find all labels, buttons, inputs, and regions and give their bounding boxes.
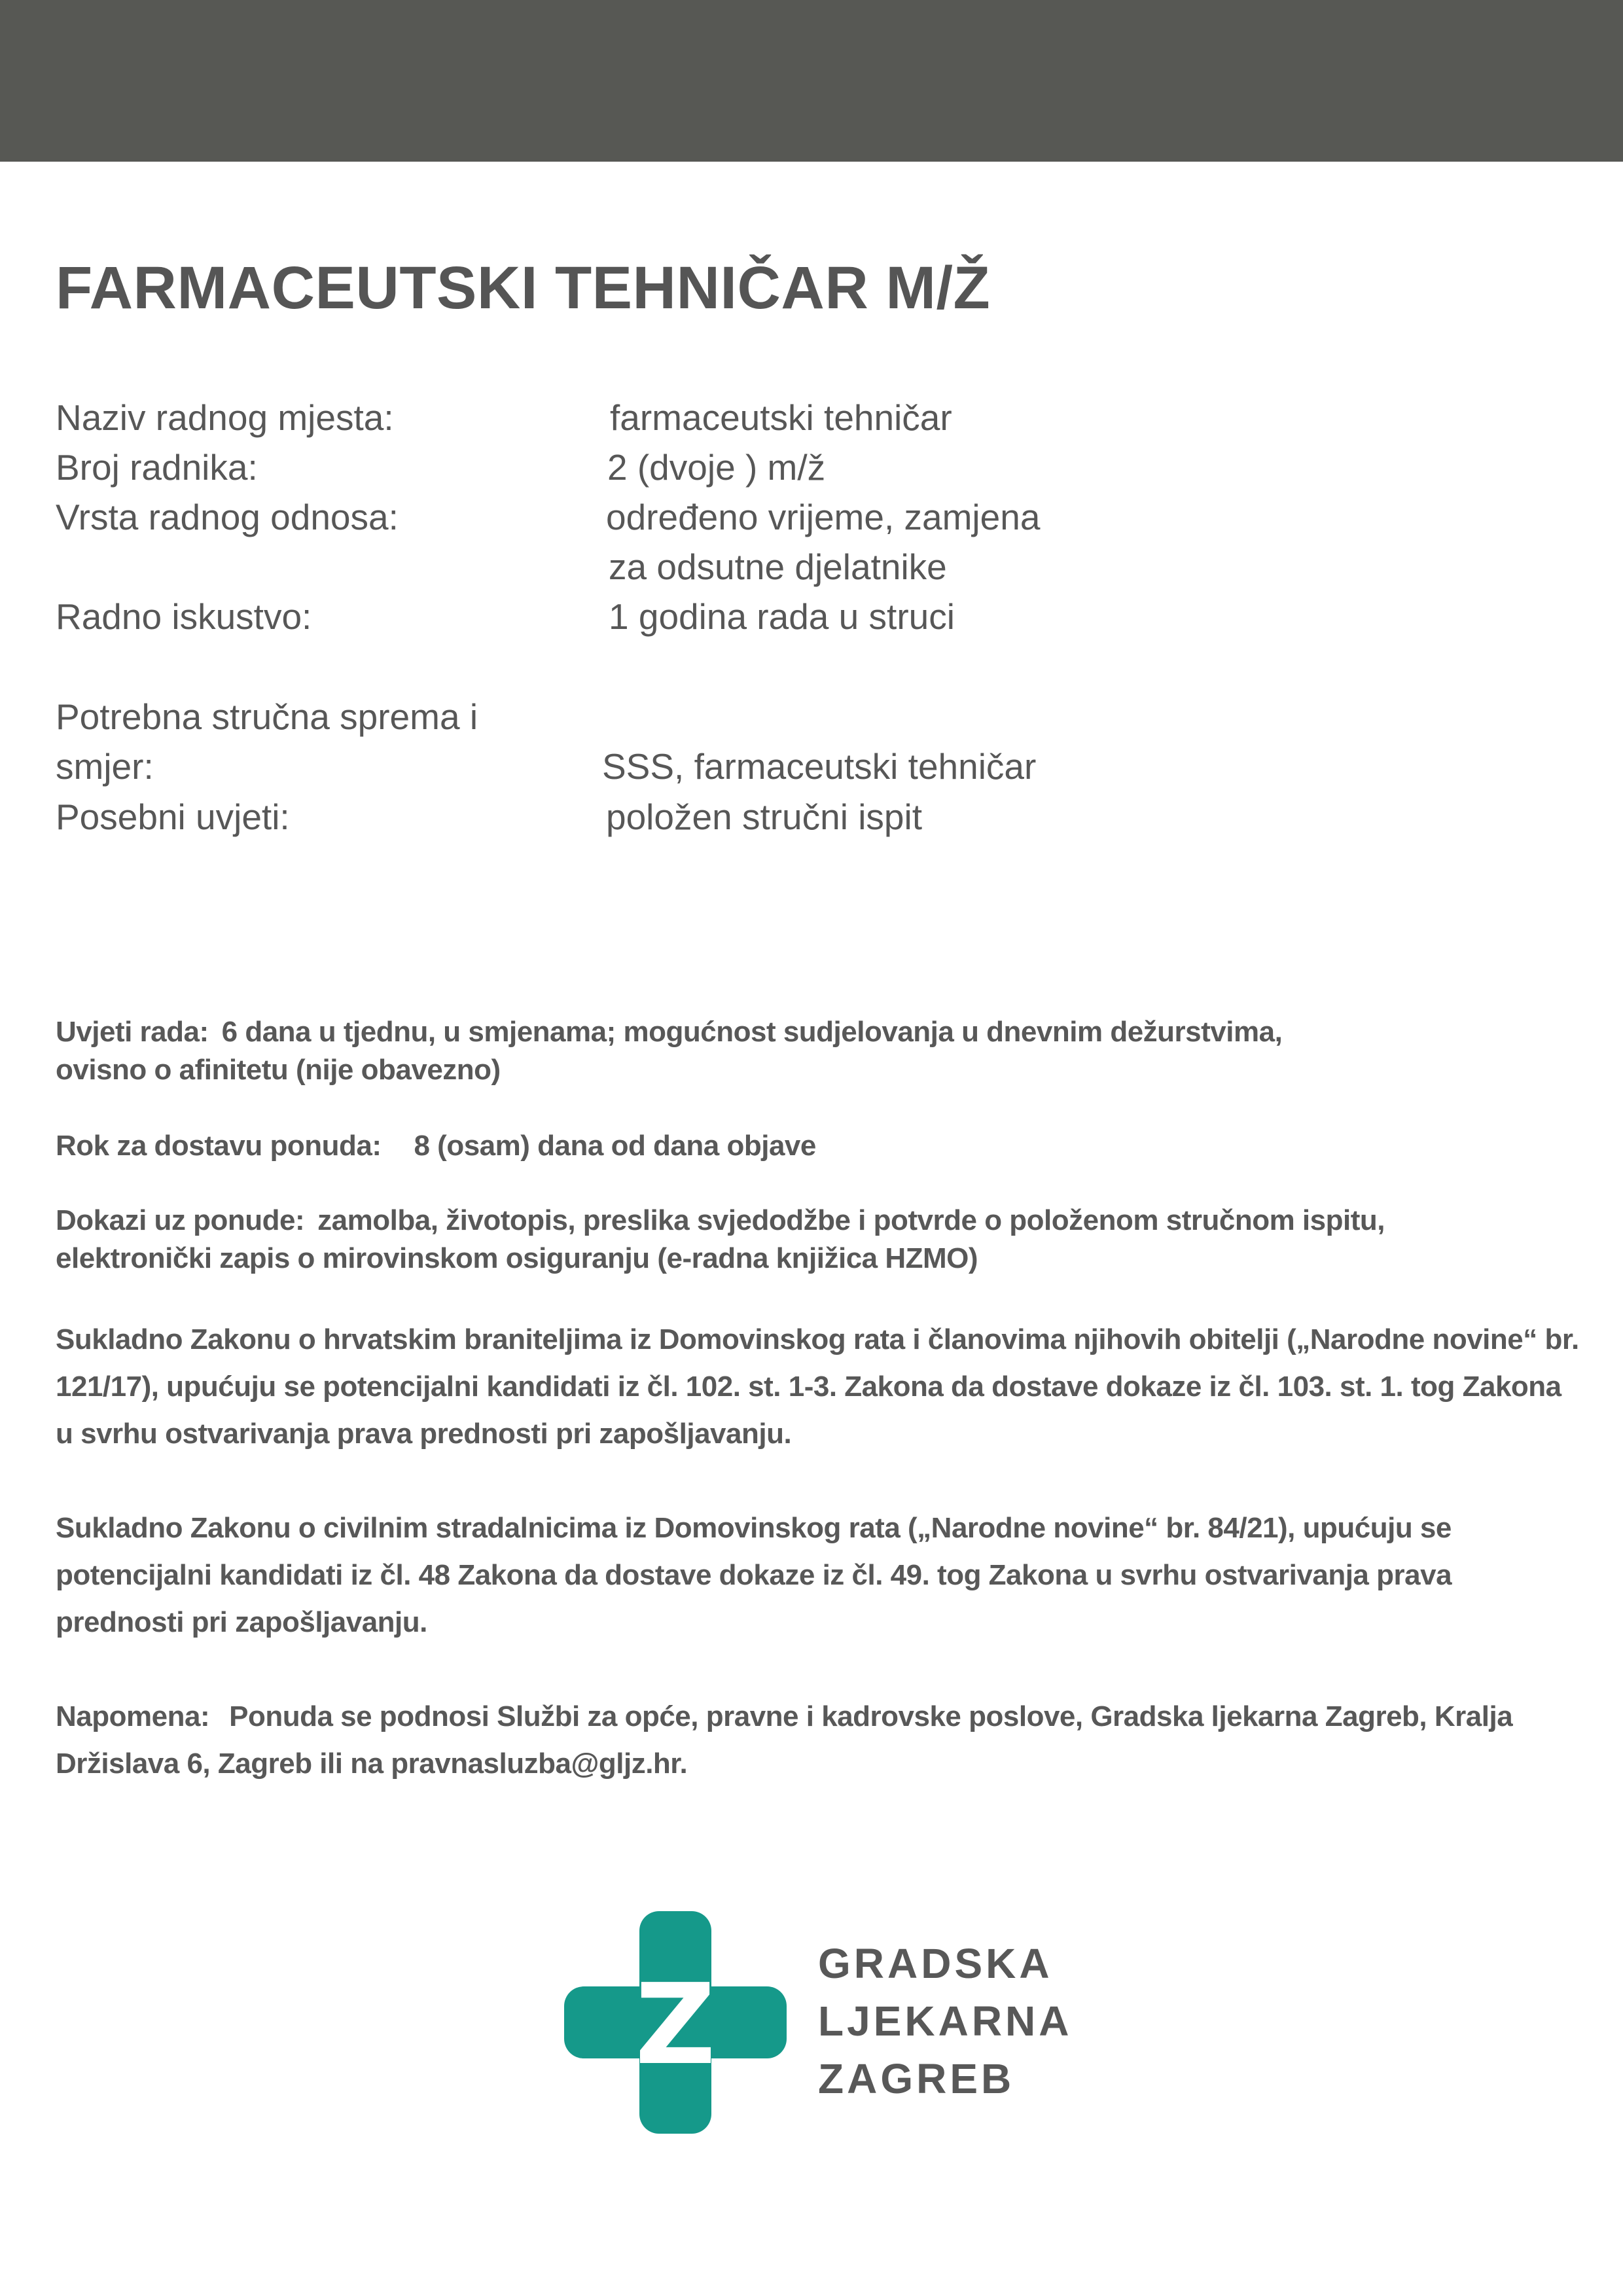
- logo-text-line1: GRADSKA: [818, 1940, 1053, 1987]
- field-label-uvjeti: Posebni uvjeti:: [56, 797, 290, 837]
- branitelji-paragraph: Sukladno Zakonu o hrvatskim braniteljima iz Domovinskog rata i članovima njihovih obitelji („Narodne novine“ br. 121/17), upućuju se potencijalni kandidati iz čl. 102. st. 1-3. Zakona da dostave dokaze iz čl. 103. st. 1. tog Zakona u svrhu ostvarivanja prava prednosti pri zapošljavanju.: [56, 1323, 1579, 1450]
- cross-z-logo-icon: [564, 1911, 787, 2134]
- field-value-vrsta-line1: određeno vrijeme, zamjena: [606, 497, 1041, 537]
- field-label-broj: Broj radnika:: [56, 447, 258, 488]
- stradalnici-paragraph: Sukladno Zakonu o civilnim stradalnicima iz Domovinskog rata („Narodne novine“ br. 84/21), upućuju se potencijalni kandidati iz čl. 48 Zakona da dostave dokaze iz čl. 49. tog Zakona u svrhu ostvarivanja prava prednosti pri zapošljavanju.: [56, 1512, 1452, 1638]
- napomena-label: Napomena:: [56, 1700, 210, 1732]
- logo-text-line3: ZAGREB: [818, 2055, 1015, 2102]
- rok-label: Rok za dostavu ponuda:: [56, 1130, 382, 1162]
- field-value-uvjeti: položen stručni ispit: [606, 797, 923, 837]
- field-label-sprema-line2: smjer:: [56, 746, 154, 787]
- field-label-sprema-line1: Potrebna stručna sprema i: [56, 696, 478, 737]
- field-value-sprema: SSS, farmaceutski tehničar: [602, 746, 1037, 787]
- napomena-text: Ponuda se podnosi Službi za opće, pravne i kadrovske poslove, Gradska ljekarna Zagreb, Kralja Držislava 6, Zagreb ili na pravnasluzba@gljz.hr.: [56, 1700, 1513, 1780]
- rok-paragraph: [56, 1127, 1580, 1165]
- dokazi-text: zamolba, životopis, preslika svjedodžbe i potvrde o položenom stručnom ispitu, elektronički zapis o mirovinskom osiguranju (e-radna knjižica HZMO): [56, 1204, 1385, 1274]
- job-title: FARMACEUTSKI TEHNIČAR M/Ž: [56, 255, 991, 321]
- rok-text: 8 (osam) dana od dana objave: [414, 1130, 816, 1162]
- field-value-iskustvo: 1 godina rada u struci: [609, 596, 955, 637]
- uvjeti-rada-paragraph: [56, 1013, 1364, 1089]
- field-value-vrsta-line2: za odsutne djelatnike: [609, 547, 947, 587]
- dokazi-label: Dokazi uz ponude:: [56, 1204, 305, 1236]
- field-label-vrsta: Vrsta radnog odnosa:: [56, 497, 399, 537]
- dokazi-paragraph: [56, 1202, 1482, 1278]
- top-banner: [0, 0, 1623, 162]
- field-label-naziv: Naziv radnog mjesta:: [56, 397, 394, 438]
- uvjeti-rada-text: 6 dana u tjednu, u smjenama; mogućnost sudjelovanja u dnevnim dežurstvima, ovisno o afinitetu (nije obavezno): [56, 1016, 1283, 1086]
- uvjeti-rada-label: Uvjeti rada:: [56, 1016, 209, 1048]
- field-value-naziv: farmaceutski tehničar: [610, 397, 952, 438]
- logo-text-line2: LJEKARNA: [818, 1998, 1073, 2045]
- napomena-paragraph: [56, 1693, 1580, 1787]
- logo-mark-letter: Z: [635, 1960, 716, 2090]
- field-value-broj: 2 (dvoje ) m/ž: [607, 447, 826, 488]
- field-label-iskustvo: Radno iskustvo:: [56, 596, 312, 637]
